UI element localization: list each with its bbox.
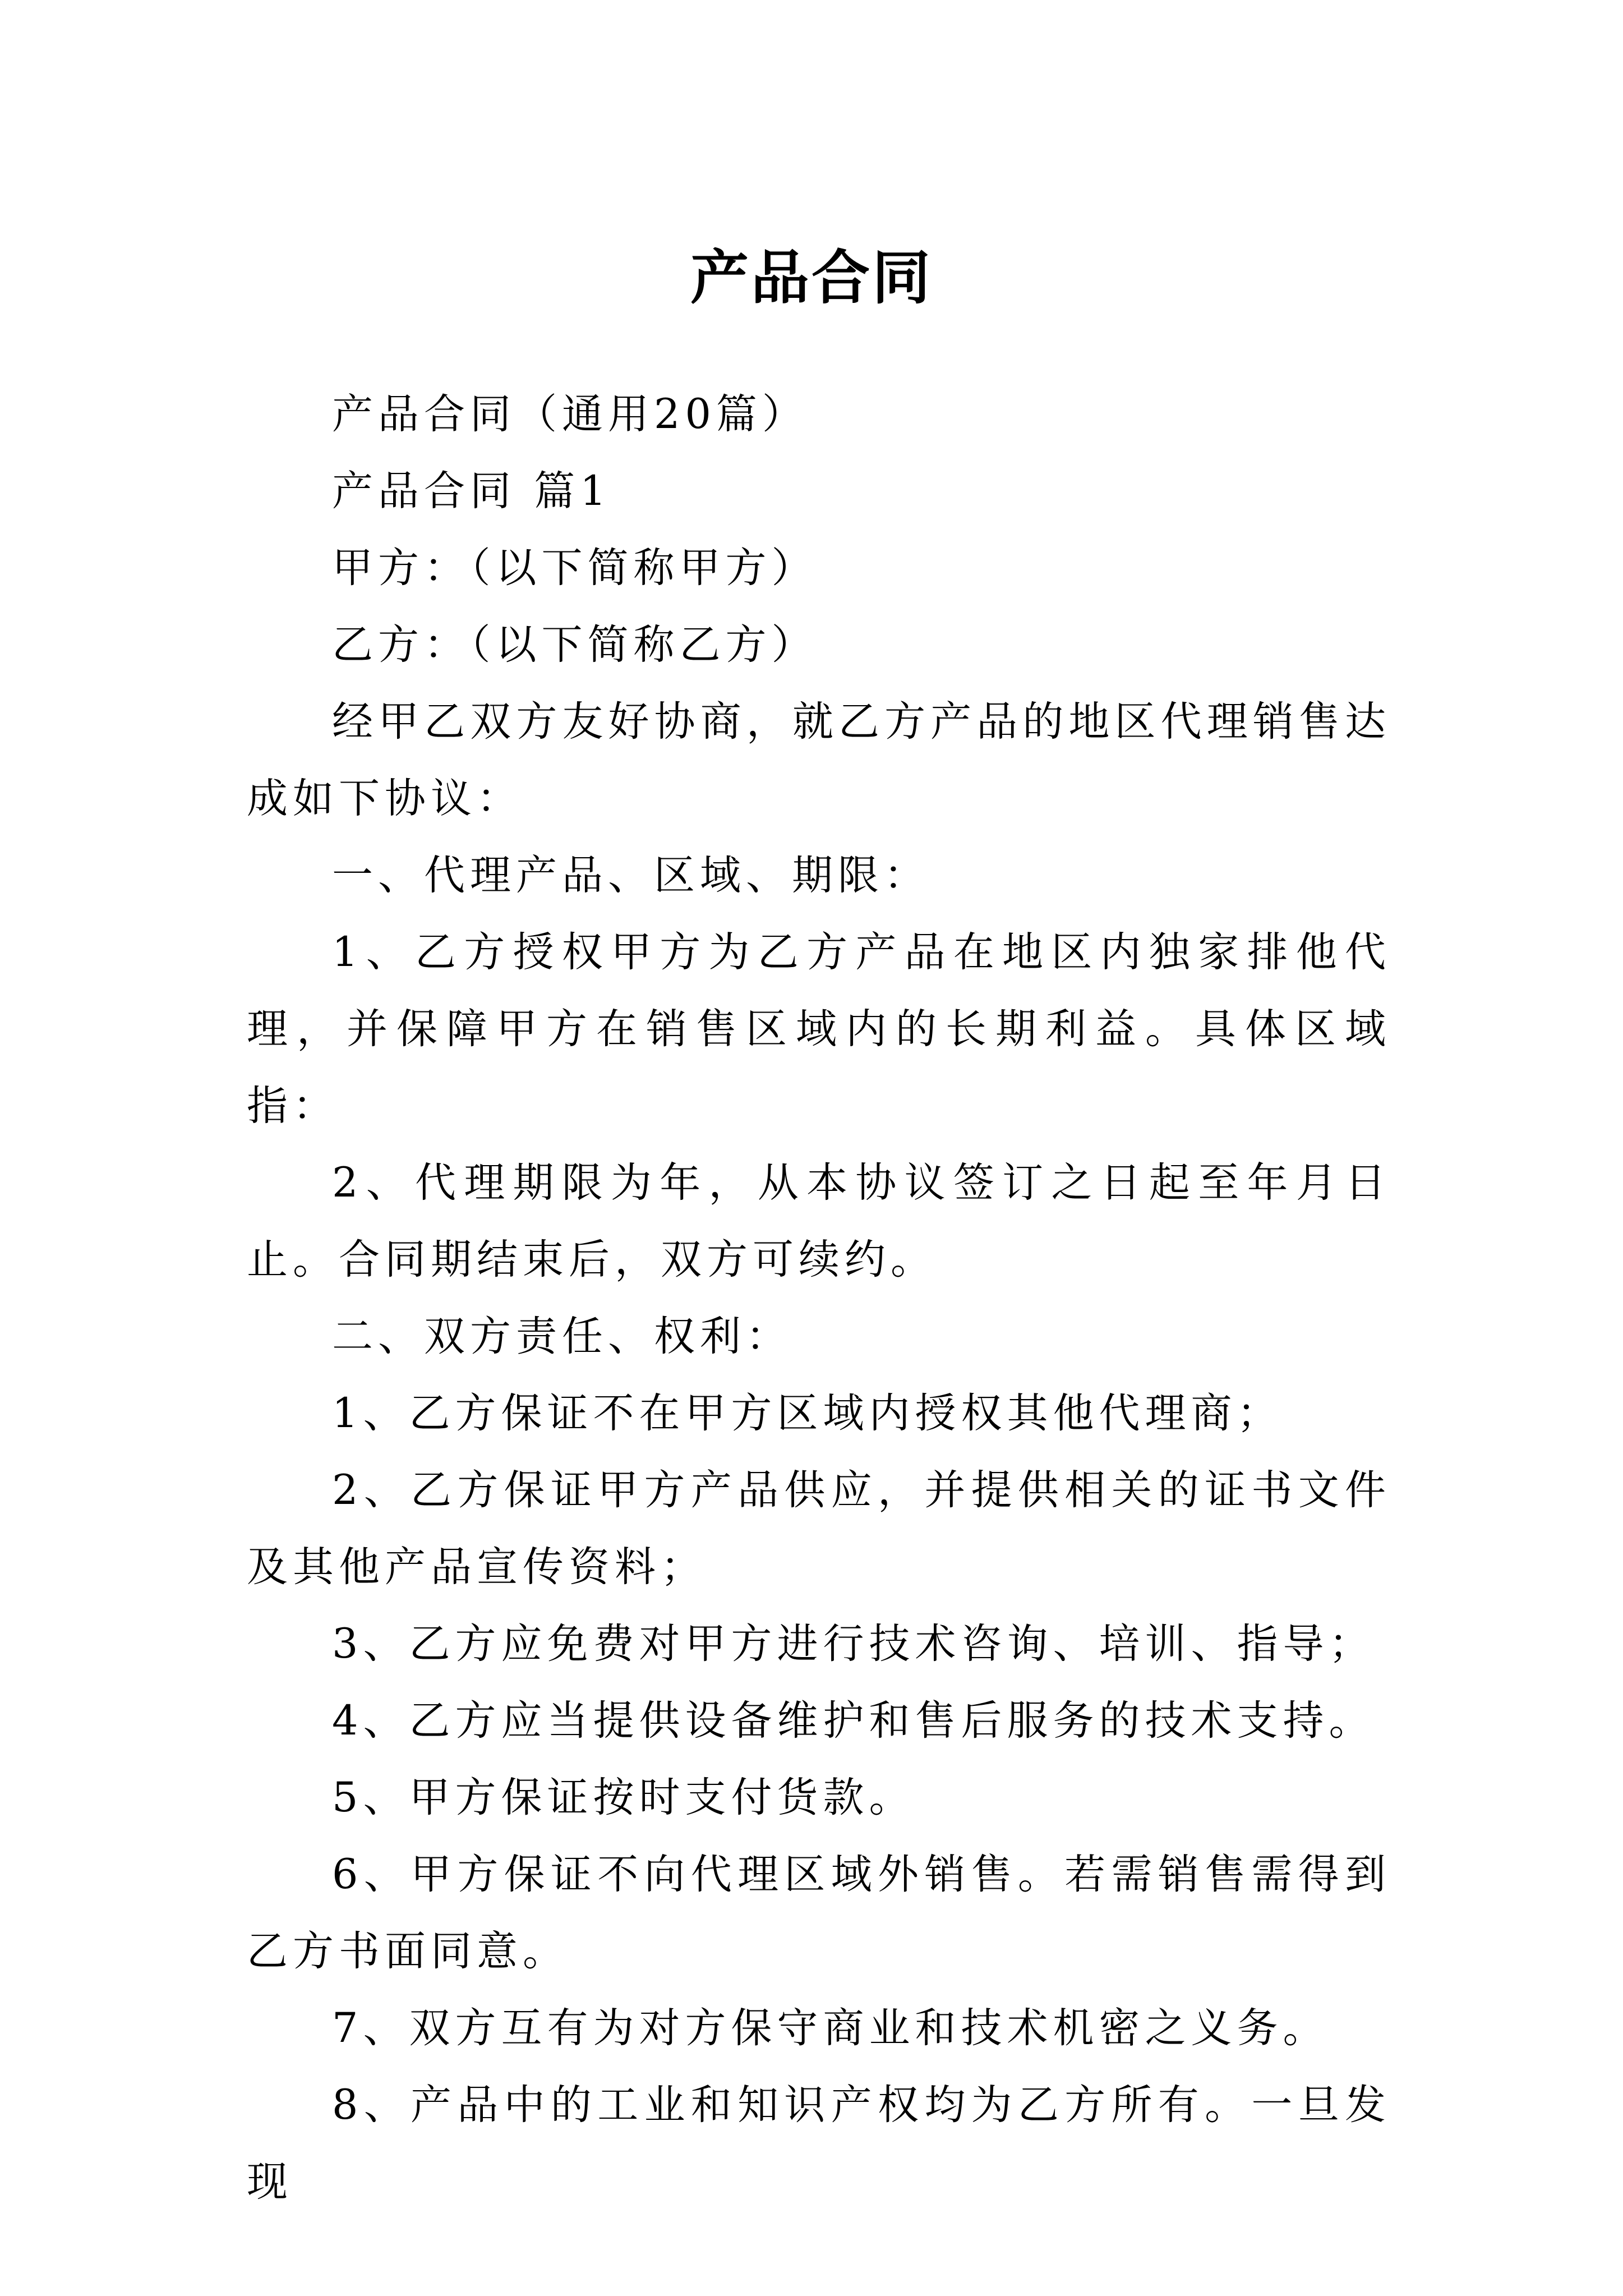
paragraph-clause-1-1: 1、乙方授权甲方为乙方产品在地区内独家排他代理，并保障甲方在销售区域内的长期利益。具体区域指： bbox=[247, 928, 1391, 1130]
document-title: 产品合同 bbox=[690, 242, 933, 312]
paragraph-party-b: 乙方：（以下简称乙方） bbox=[332, 621, 818, 669]
paragraph-preamble: 经甲乙双方友好协商，就乙方产品的地区代理销售达成如下协议： bbox=[247, 698, 1391, 822]
paragraph-section-heading: 产品合同 篇1 bbox=[332, 467, 611, 515]
paragraph-clause-2-5: 5、甲方保证按时支付货款。 bbox=[332, 1774, 915, 1821]
paragraph-clause-2-3: 3、乙方应免费对甲方进行技术咨询、培训、指导； bbox=[332, 1620, 1375, 1668]
document-body bbox=[247, 376, 1391, 2220]
paragraph-clause-2-8: 8、产品中的工业和知识产权均为乙方所有。一旦发现 bbox=[247, 2081, 1391, 2206]
paragraph-clause-2-2: 2、乙方保证甲方产品供应，并提供相关的证书文件及其他产品宣传资料； bbox=[247, 1466, 1391, 1591]
paragraph-clause-2-6: 6、甲方保证不向代理区域外销售。若需销售需得到乙方书面同意。 bbox=[247, 1851, 1391, 1975]
paragraph-clause-1-2: 2、代理期限为年，从本协议签订之日起至年月日止。合同期结束后，双方可续约。 bbox=[247, 1159, 1391, 1283]
paragraph-clause-heading-1: 一、代理产品、区域、期限： bbox=[332, 852, 930, 899]
paragraph-clause-2-1: 1、乙方保证不在甲方区域内授权其他代理商； bbox=[332, 1389, 1283, 1437]
paragraph-clause-2-7: 7、双方互有为对方保守商业和技术机密之义务。 bbox=[332, 2004, 1329, 2052]
paragraph-clause-heading-2: 二、双方责任、权利： bbox=[332, 1313, 792, 1360]
paragraph-party-a: 甲方：（以下简称甲方） bbox=[332, 544, 818, 592]
paragraph-subtitle: 产品合同（通用20篇） bbox=[332, 390, 808, 438]
paragraph-clause-2-4: 4、乙方应当提供设备维护和售后服务的技术支持。 bbox=[332, 1697, 1375, 1745]
